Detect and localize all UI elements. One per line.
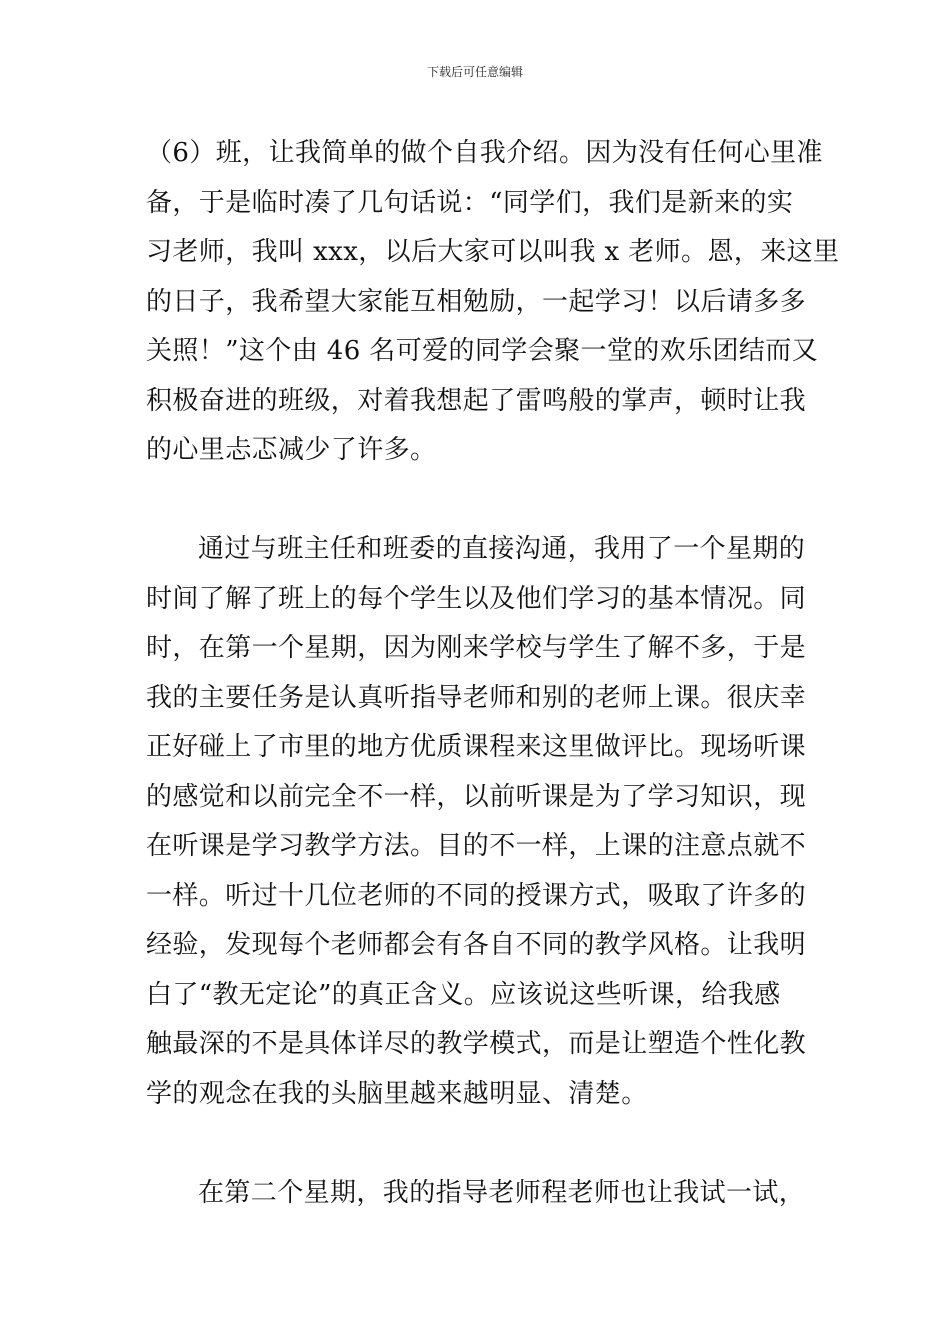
text-line: 时，在第一个星期，因为刚来学校与学生了解不多，于是 bbox=[146, 633, 807, 663]
text-line: 习老师，我叫 xxx，以后大家可以叫我 x 老师。恩，来这里 bbox=[146, 237, 840, 267]
page-header: 下载后可任意编辑 bbox=[426, 65, 523, 79]
text-line: 关照！”这个由 46 名可爱的同学会聚一堂的欢乐团结而又 bbox=[146, 336, 819, 366]
text-line: 学的观念在我的头脑里越来越明显、清楚。 bbox=[146, 1078, 648, 1109]
text-line: 我的主要任务是认真听指导老师和别的老师上课。很庆幸 bbox=[146, 682, 807, 713]
text-line: 的感觉和以前完全不一样，以前听课是为了学习知识，现 bbox=[146, 781, 807, 812]
paragraph-3 bbox=[146, 1169, 808, 1219]
text-line: 一样。听过十几位老师的不同的授课方式，吸取了许多的 bbox=[146, 880, 807, 911]
text-line: 白了“教无定论”的真正含义。应该说这些听课，给我感 bbox=[146, 979, 781, 1010]
text-line: 时间了解了班上的每个学生以及他们学习的基本情况。同 bbox=[146, 583, 807, 614]
text-line: 在听课是学习教学方法。目的不一样，上课的注意点就不 bbox=[146, 831, 807, 861]
text-line: 通过与班主任和班委的直接沟通，我用了一个星期的 bbox=[198, 534, 806, 564]
text-line: （6）班，让我简单的做个自我介绍。因为没有任何心里准 bbox=[146, 138, 823, 168]
paragraph-spacer bbox=[146, 1119, 808, 1169]
document-body bbox=[146, 129, 840, 1218]
text-line: 的心里忐忑减少了许多。 bbox=[146, 435, 437, 465]
paragraph-1 bbox=[146, 129, 840, 476]
text-line: 的日子，我希望大家能互相勉励，一起学习！以后请多多 bbox=[146, 286, 807, 317]
text-line: 经验，发现每个老师都会有各自不同的教学风格。让我明 bbox=[146, 930, 807, 960]
text-line: 积极奋进的班级，对着我想起了雷鸣般的掌声，顿时让我 bbox=[146, 385, 807, 416]
paragraph-spacer bbox=[146, 476, 808, 526]
paragraph-2 bbox=[146, 525, 808, 1119]
text-line: 正好碰上了市里的地方优质课程来这里做评比。现场听课 bbox=[146, 732, 807, 762]
text-line: 触最深的不是具体详尽的教学模式，而是让塑造个性化教 bbox=[146, 1029, 807, 1059]
text-line: 备，于是临时凑了几句话说：“同学们，我们是新来的实 bbox=[146, 187, 794, 218]
text-line: 在第二个星期，我的指导老师程老师也让我试一试， bbox=[198, 1177, 806, 1208]
